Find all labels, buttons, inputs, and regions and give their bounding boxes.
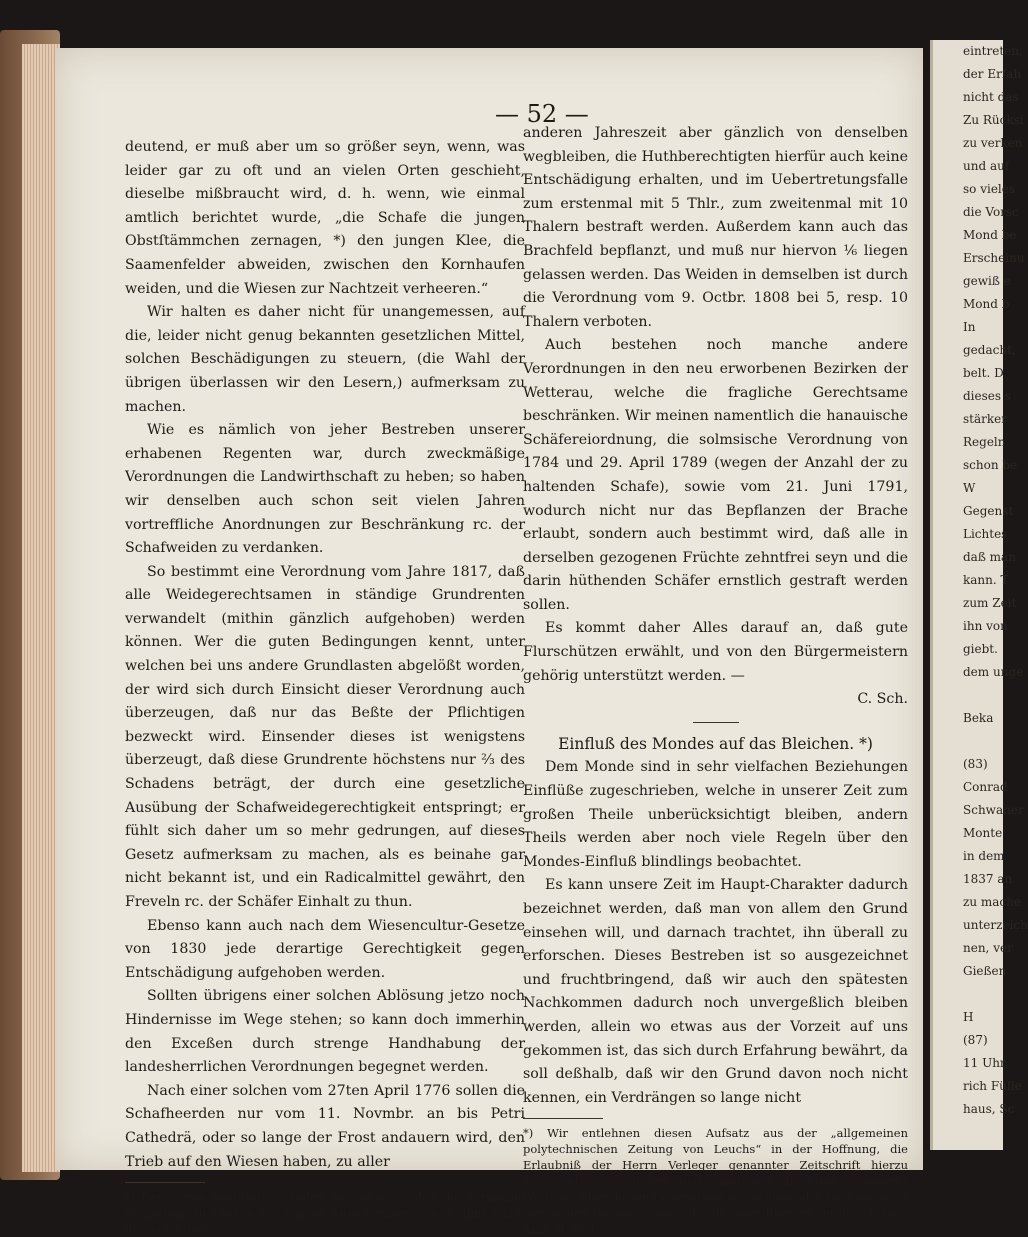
facing-page-fragment: und auf <box>963 159 1010 173</box>
facing-page-fragment: stärker <box>963 412 1007 426</box>
section-divider <box>693 722 739 723</box>
facing-page-fragment: Zu Rücksi <box>963 113 1024 127</box>
book-page <box>55 48 923 1237</box>
facing-page-fragment: gewiß e <box>963 274 1011 288</box>
facing-page-fragment: Beka <box>963 711 994 725</box>
facing-page-fragment: Mond be <box>963 228 1017 242</box>
facing-page-fragment: kann. T <box>963 573 1009 587</box>
facing-page-fragment: unterzeich <box>963 918 1028 932</box>
facing-page-fragment: 11 Uhr, <box>963 1056 1009 1070</box>
facing-page-fragment: Erscheinu <box>963 251 1025 265</box>
footnote-divider <box>125 1182 205 1183</box>
facing-page-fragment: gedacht, <box>963 343 1016 357</box>
facing-page-fragment: nicht das <box>963 90 1019 104</box>
facing-page <box>930 40 1028 1150</box>
facing-page-fragment: (87) <box>963 1033 988 1047</box>
footnote-divider <box>523 1118 603 1119</box>
paragraph: Es kann unsere Zeit im Haupt-Charakter dadurch bezeichnet werden, daß man von allem den Grund einsehen will, und darnach trachtet, ihn überall zu erforschen. Dieses Bestreben ist so ausgezeichnet und fruchtbringend, daß wir auch den spätesten Nachkommen dadurch noch unvergeßlich bleiben werden, allein wo etwas aus der Vorzeit auf uns gekommen ist, das sich durch Erfahrung bewährt, da soll deßhalb, daß wir den Grund davon noch nicht kennen, ein Verdrängen so lange nicht <box>523 877 908 1106</box>
footnote: *) Der hieran gestiftete Schaden war so groß, daß die vormalige Regierung zu Gießen ein eignes Ausschreiben, am 9. Juni 1827, deßhalb erließ. <box>125 1190 525 1237</box>
paragraph: Sollten übrigens einer solchen Ablösung jetzo noch Hindernisse im Wege stehen; so kann doch immerhin den Exceßen durch strenge Handhabung der landesherrlichen Verordnungen begegnet werden. <box>125 988 525 1076</box>
page-number: — 52 — <box>495 100 589 128</box>
facing-page-fragment: 1837 an <box>963 872 1013 886</box>
facing-page-fragment: Gießen <box>963 964 1007 978</box>
facing-page-fragment: haus, Sc <box>963 1102 1015 1116</box>
facing-page-fragment: H <box>963 1010 974 1024</box>
facing-page-fragment: Gegenst <box>963 504 1014 518</box>
facing-page-fragment: rich Fülle <box>963 1079 1022 1093</box>
paragraph: anderen Jahreszeit aber gänzlich von denselben wegbleiben, die Huthberechtigten hierfür auch keine Entschädigung erhalten, und im Uebertretungsfalle zum erstenmal mit 5 Thlr., zum zweitenmal mit 10 Thalern bestraft werden. Außerdem kann auch das Brachfeld bepflanzt, und muß nur hiervon ¹⁄₆ liegen gelassen werden. Das Weiden in demselben ist durch die Verordnung vom 9. Octbr. 1808 bei 5, resp. 10 Thalern verboten. <box>523 125 908 330</box>
facing-page-fragment: Regeln <box>963 435 1006 449</box>
paragraph: So bestimmt eine Verordnung vom Jahre 1817, daß alle Weidegerechtsamen in ständige Grundrenten verwandelt (mithin gänzlich aufgehoben) werden können. Wer die guten Bedingungen kennt, unter welchen bei uns andere Grundlasten abgelößt worden, der wird sich durch Einsicht dieser Verordnung auch überzeugen, daß nur das Beßte der Pflichtigen bezweckt wird. Einsender dieses ist wenigstens überzeugt, daß diese Grundrente höchstens nur ²⁄₃ des Schadens beträgt, der durch eine gesetzliche Ausübung der Schafweidegerechtigkeit entspringt; er fühlt sich daher um so mehr gedrungen, auf dieses Gesetz aufmerksam zu machen, als es beinahe gar nicht bekannt ist, und ein Radicalmittel gewährt, den Freveln rc. der Schäfer Einhalt zu thun. <box>125 563 525 910</box>
facing-page-fragment: eintreten, <box>963 44 1023 58</box>
footnote <box>523 1125 908 1237</box>
paragraph: Wie es nämlich von jeher Bestreben unserer erhabenen Regenten war, durch zweckmäßige Verordnungen die Landwirthschaft zu heben; so haben wir denselben auch schon seit vielen Jahren vortreffliche Anordnungen zur Beschränkung rc. der Schafweiden zu verdanken. <box>125 422 525 557</box>
facing-page-fragment: dem unge <box>963 665 1024 679</box>
footnote-sign: Anm. d. Red. <box>523 1222 599 1237</box>
facing-page-fragment: schon be <box>963 458 1018 472</box>
facing-page-fragment: die Vorsc <box>963 205 1019 219</box>
paragraph: Auch bestehen noch manche andere Verordnungen in den neu erworbenen Bezirken der Wetterau, welche die fragliche Gerechtsame beschränken. Wir meinen namentlich die hanauische Schäfereiordnung, die solmsische Verordnung von 1784 und 29. April 1789 (wegen der Anzahl der zu haltenden Schafe), sowie vom 21. Juni 1791, wodurch nicht nur das Bepflanzen der Brache erlaubt, sondern auch bestimmt wird, daß alle in derselben gezogenen Früchte zehntfrei seyn und die darin hüthenden Schäfer ernstlich gestraft werden sollen. <box>523 337 908 613</box>
right-column <box>523 122 908 1237</box>
article-title: Einfluß des Mondes auf das Bleichen. *) <box>558 734 873 753</box>
facing-page-fragment: dieses s <box>963 389 1012 403</box>
facing-page-fragment: zum Zeit <box>963 596 1017 610</box>
facing-page-fragment: belt. D <box>963 366 1004 380</box>
facing-page-fragment: In <box>963 320 976 334</box>
facing-page-fragment: (83) <box>963 757 988 771</box>
author-signature: C. Sch. <box>857 691 908 708</box>
facing-page-fragment: daß man <box>963 550 1016 564</box>
facing-page-fragment: ihn von <box>963 619 1008 633</box>
facing-page-fragment: nen, ver <box>963 941 1013 955</box>
facing-page-fragment <box>933 684 1003 707</box>
facing-page-fragment: Monte <box>963 826 1003 840</box>
paragraph: deutend, er muß aber um so größer seyn, wenn, was leider gar zu oft und an vielen Orten geschieht, dieselbe mißbraucht wird, d. h. wenn, wie einmal amtlich berichtet wurde, „die Schafe die jungen Obstſtämmchen zernagen, *) den jungen Klee, die Saamenfelder abweiden, zwischen den Kornhaufen weiden, und die Wiesen zur Nachtzeit verheeren.“ <box>125 139 525 297</box>
facing-page-fragment: Conrad <box>963 780 1008 794</box>
facing-page-fragment: Schwaner <box>963 803 1024 817</box>
paragraph: Wir halten es daher nicht für unangemessen, auf die, leider nicht genug bekannten gesetzlichen Mittel, solchen Beschädigungen zu steuern, (die Wahl der übrigen überlassen wir den Lesern,) aufmerksam zu machen. <box>125 304 525 415</box>
paragraph: Ebenso kann auch nach dem Wiesencultur-Gesetze von 1830 jede derartige Gerechtigkeit gegen Entschädigung aufgehoben werden. <box>125 917 525 981</box>
facing-page-fragment <box>933 730 1003 753</box>
facing-page-fragment: Lichtes <box>963 527 1008 541</box>
facing-page-fragment: so vieles <box>963 182 1016 196</box>
facing-page-fragment: W <box>963 481 976 495</box>
paragraph: Nach einer solchen vom 27ten April 1776 sollen die Schafheerden nur vom 11. Novmbr. an bis Petri Cathedrä, oder so lange der Frost andauern wird, den Trieb auf den Wiesen haben, zu aller <box>125 1082 525 1170</box>
facing-page-fragment: in dem <box>963 849 1005 863</box>
paragraph: Es kommt daher Alles darauf an, daß gute Flurschützen erwählt, und von den Bürgermeistern gehörig unterstützt werden. — <box>523 620 908 684</box>
paragraph: Dem Monde sind in sehr vielfachen Beziehungen Einflüße zugeschrieben, welche in unserer Zeit zum großen Theile unberücksichtigt bleiben, andern Theils werden aber noch viele Regeln über den Mondes-Einfluß blindlings beobachtet. <box>523 759 908 870</box>
facing-page-fragment: Mond b <box>963 297 1010 311</box>
left-column <box>125 136 525 1237</box>
facing-page-fragment: zu mache <box>963 895 1021 909</box>
facing-page-fragment: der Erfah <box>963 67 1022 81</box>
facing-page-fragment: zu verken <box>963 136 1023 150</box>
facing-page-fragment <box>933 983 1003 1006</box>
facing-page-fragment: giebt. <box>963 642 998 656</box>
footnote-text: *) Wir entlehnen diesen Aufsatz aus der „allgemeinen polytechnischen Zeitung von Leuchs“ in der Hoffnung, die Erlaubniß der Herrn Verleger genannter Zeitschrift hierzu voraussetzen zu dürfen, und anzuregen, die etwa in unserer Wetterau über diesen Gegenstand gemachten oder noch gemacht werdenden Beobachtungen durch unser Blatt zu veröffentlichen. <box>523 1126 908 1221</box>
